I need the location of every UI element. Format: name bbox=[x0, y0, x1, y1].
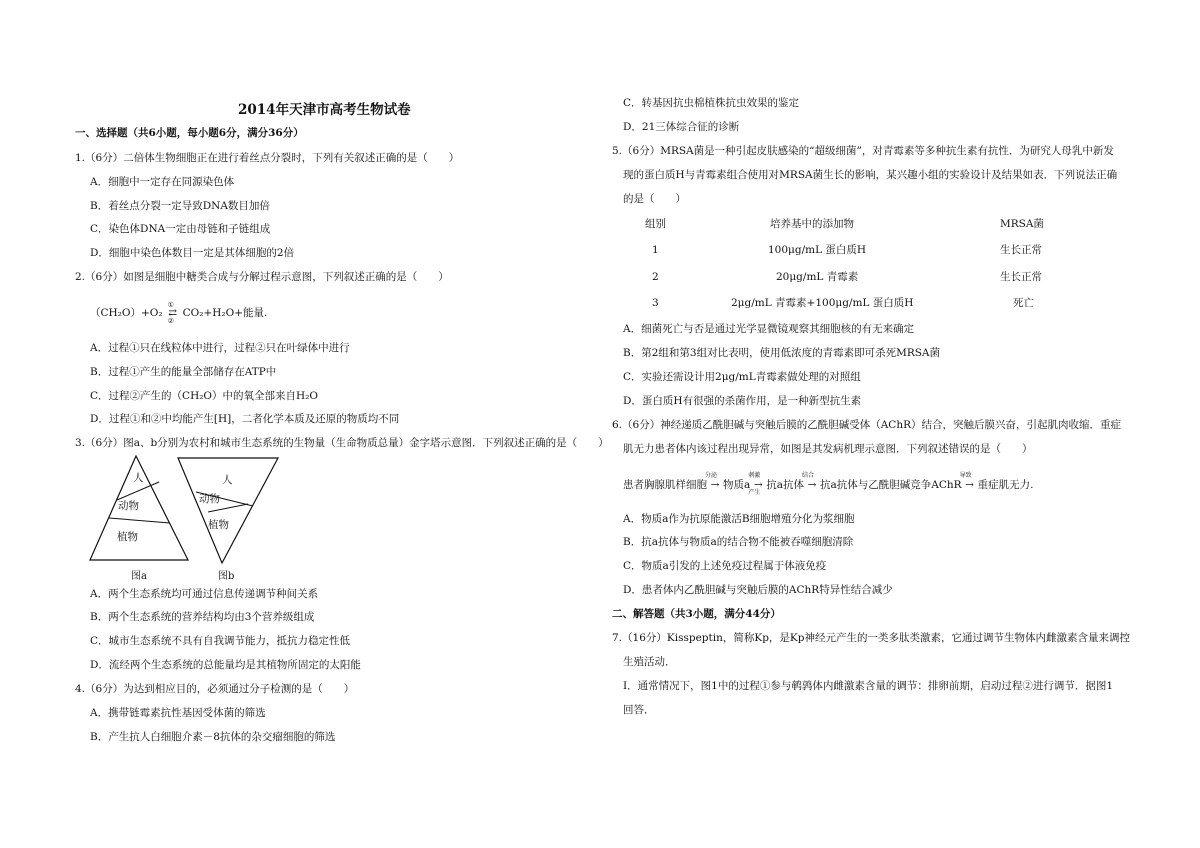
q5-stem-line1: 5.（6分）MRSA菌是一种引起皮肤感染的“超级细菌”，对青霉素等多种抗生素有抗性．为研究人母乳中新发 bbox=[612, 145, 1114, 157]
q1-option-d: D．细胞中染色体数目一定是其体细胞的2倍 bbox=[90, 247, 295, 259]
pyramid-b-level-animal: 动物 bbox=[199, 493, 220, 505]
eq-process-2: ② bbox=[167, 317, 174, 325]
q3-stem: 3.（6分）图a、b分别为农村和城市生态系统的生物量（生命物质总量）金字塔示意图．下列叙述正确的是（ ） bbox=[75, 437, 609, 449]
q6-option-c: C．物质a引发的上述免疫过程属于体液免疫 bbox=[623, 560, 827, 572]
flow-step-5: 重症肌无力. bbox=[977, 479, 1034, 491]
q5-option-c: C．实验还需设计用2μg/mL青霉素做处理的对照组 bbox=[623, 371, 861, 383]
q2-option-d: D．过程①和②中均能产生[H]，二者化学本质及还原的物质均不同 bbox=[90, 413, 400, 425]
q6-option-a: A．物质a作为抗原能激活B细胞增殖分化为浆细胞 bbox=[623, 513, 855, 525]
q1-option-b: B．着丝点分裂一定导致DNA数目加倍 bbox=[90, 200, 270, 212]
flow-arrow-4-label: 导致 bbox=[959, 472, 972, 479]
flow-step-1: 患者胸腺肌样细胞 bbox=[623, 479, 707, 491]
q4-option-b: B．产生抗人白细胞介素－8抗体的杂交瘤细胞的筛选 bbox=[90, 731, 336, 743]
q5-stem-line3: 的是（ ） bbox=[623, 193, 686, 205]
q1-option-a: A．细胞中一定存在同源染色体 bbox=[90, 176, 235, 188]
flow-arrow-1-label: 分泌 bbox=[705, 472, 718, 479]
table-cell: 生长正常 bbox=[1000, 271, 1042, 283]
table-cell: 死亡 bbox=[1013, 297, 1034, 309]
pyramid-b-level-human: 人 bbox=[222, 474, 233, 486]
q6-stem-line2: 肌无力患者体内该过程出现异常，如图是其发病机理示意图．下列叙述错误的是（ ） bbox=[623, 443, 1033, 455]
flow-arrow-2-label-bottom: 产生 bbox=[748, 489, 761, 496]
q3-option-d: D．流经两个生态系统的总能量均是其植物所固定的太阳能 bbox=[90, 659, 361, 671]
table-header-group: 组别 bbox=[645, 218, 666, 230]
q4-option-a: A．携带链霉素抗性基因受体菌的筛选 bbox=[90, 707, 266, 719]
q3-option-b: B．两个生态系统的营养结构均由3个营养级组成 bbox=[90, 611, 315, 623]
mechanism-flow bbox=[623, 472, 1034, 496]
q2-option-b: B．过程①产生的能量全部储存在ATP中 bbox=[90, 366, 277, 378]
q1-option-c: C．染色体DNA一定由母链和子链组成 bbox=[90, 223, 271, 235]
flow-arrow-3: 结合 → bbox=[804, 478, 820, 492]
q1-stem: 1.（6分）二倍体生物细胞正在进行着丝点分裂时，下列有关叙述正确的是（ ） bbox=[75, 152, 460, 164]
q2-equation bbox=[90, 301, 268, 325]
q6-stem-line1: 6.（6分）神经递质乙酰胆碱与突触后膜的乙酰胆碱受体（AChR）结合，突触后膜兴奋，引起肌肉收缩．重症 bbox=[612, 419, 1121, 431]
pyramid-a-level-human: 人 bbox=[133, 472, 144, 484]
flow-arrow-1: 分泌 → bbox=[707, 478, 723, 492]
pyramid-b-level-plant: 植物 bbox=[208, 519, 229, 531]
reversible-arrow: ① ⇄ ② bbox=[163, 306, 183, 320]
q2-option-a: A．过程①只在线粒体中进行，过程②只在叶绿体中进行 bbox=[90, 342, 350, 354]
q5-option-b: B．第2组和第3组对比表明，使用低浓度的青霉素即可杀死MRSA菌 bbox=[623, 347, 941, 359]
q7-stem-line2: 生殖活动． bbox=[623, 656, 676, 668]
q4-option-c: C．转基因抗虫棉植株抗虫效果的鉴定 bbox=[623, 97, 800, 109]
eq-right: CO₂+H₂O+能量. bbox=[182, 307, 268, 319]
q4-stem: 4.（6分）为达到相应目的，必须通过分子检测的是（ ） bbox=[75, 683, 355, 695]
q2-stem: 2.（6分）如图是细胞中糖类合成与分解过程示意图，下列叙述正确的是（ ） bbox=[75, 271, 449, 283]
q7-part1-line2: 回答． bbox=[623, 704, 655, 716]
flow-arrow-4: 导致 → bbox=[962, 478, 978, 492]
table-cell: 2 bbox=[652, 271, 659, 283]
q7-stem-line1: 7.（16分）Kisspeptin，简称Kp，是Kp神经元产生的一类多肽类激素，它通过调节生物体内雌激素含量来调控 bbox=[612, 632, 1130, 644]
flow-arrow-2: 刺激 → 产生 bbox=[750, 478, 766, 492]
table-cell: 生长正常 bbox=[1000, 244, 1042, 256]
q3-option-a: A．两个生态系统均可通过信息传递调节种间关系 bbox=[90, 588, 319, 600]
page-title: 2014年天津市高考生物试卷 bbox=[238, 102, 411, 118]
q4-option-d: D．21三体综合征的诊断 bbox=[623, 121, 740, 133]
table-header-mrsa: MRSA菌 bbox=[1000, 218, 1044, 230]
eq-left: （CH₂O）+O₂ bbox=[90, 307, 163, 319]
q6-option-d: D．患者体内乙酰胆碱与突触后膜的AChR特异性结合减少 bbox=[623, 584, 893, 596]
section-heading-answer: 二、解答题（共3小题，满分44分） bbox=[612, 608, 781, 620]
flow-arrow-3-label: 结合 bbox=[802, 472, 815, 479]
table-cell: 2μg/mL 青霉素+100μg/mL 蛋白质H bbox=[731, 297, 914, 309]
pyramid-a-caption: 图a bbox=[131, 571, 147, 582]
table-header-additive: 培养基中的添加物 bbox=[770, 218, 854, 230]
pyramid-a-level-animal: 动物 bbox=[118, 500, 139, 512]
section-heading-choice: 一、选择题（共6小题，每小题6分，满分36分） bbox=[75, 127, 304, 139]
table-cell: 3 bbox=[652, 297, 659, 309]
q6-option-b: B．抗a抗体与物质a的结合物不能被吞噬细胞清除 bbox=[623, 536, 854, 548]
table-cell: 100μg/mL 蛋白质H bbox=[768, 244, 867, 256]
q5-option-a: A．细菌死亡与否是通过光学显微镜观察其细胞核的有无来确定 bbox=[623, 323, 915, 335]
flow-step-4: 抗a抗体与乙酰胆碱竞争AChR bbox=[820, 479, 962, 491]
flow-step-3: 抗a抗体 bbox=[766, 479, 805, 491]
flow-arrow-2-label-top: 刺激 bbox=[748, 472, 761, 479]
flow-step-2: 物质a bbox=[723, 479, 751, 491]
q5-stem-line2: 现的蛋白质H与青霉素组合使用对MRSA菌生长的影响，某兴趣小组的实验设计及结果如表．下列说法正确 bbox=[623, 169, 1118, 181]
pyramid-b-caption: 图b bbox=[218, 571, 235, 582]
q3-option-c: C．城市生态系统不具有自我调节能力，抵抗力稳定性低 bbox=[90, 635, 351, 647]
q7-part1-line1: Ⅰ．通常情况下，图1中的过程①参与鹌鹑体内雌激素含量的调节：排卵前期，启动过程②进行调节．据图1 bbox=[623, 680, 1114, 692]
table-cell: 20μg/mL 青霉素 bbox=[776, 271, 859, 283]
table-cell: 1 bbox=[652, 244, 659, 256]
pyramid-figures bbox=[84, 452, 284, 584]
eq-process-1: ① bbox=[167, 301, 174, 309]
q2-option-c: C．过程②产生的（CH₂O）中的氧全部来自H₂O bbox=[90, 390, 319, 402]
q5-option-d: D．蛋白质H有很强的杀菌作用，是一种新型抗生素 bbox=[623, 395, 862, 407]
pyramid-a-level-plant: 植物 bbox=[117, 531, 138, 543]
